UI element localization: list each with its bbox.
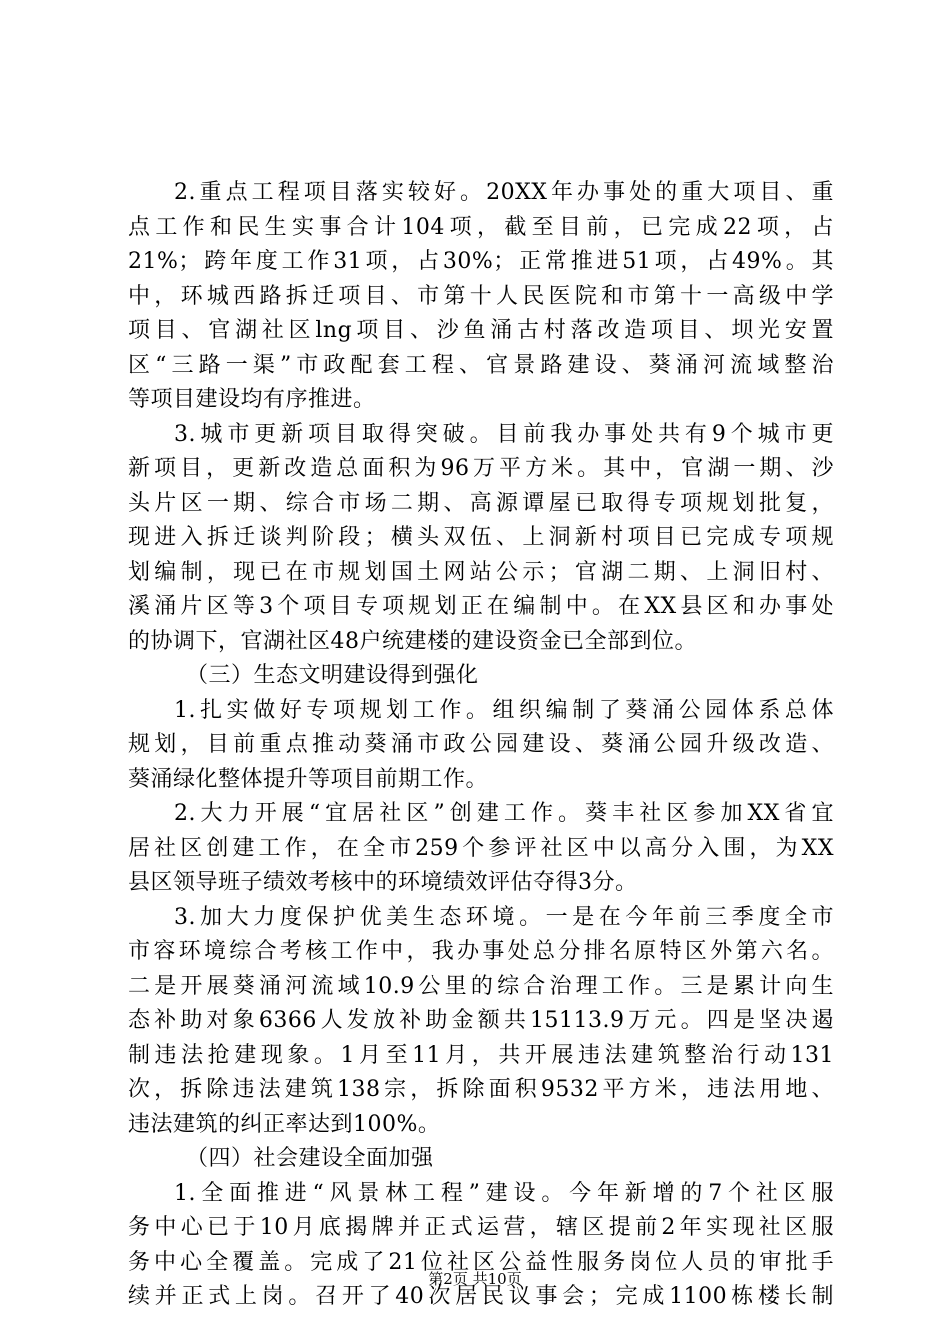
text-line: 项目、官湖社区lng项目、沙鱼涌古村落改造项目、坝光安置 bbox=[128, 318, 834, 343]
text-line: 1.全面推进“风景林工程”建设。今年新增的7个社区服 bbox=[174, 1180, 834, 1206]
text-line: 头片区一期、综合市场二期、高源谭屋已取得专项规划批复， bbox=[128, 490, 834, 516]
text-line: 现进入拆迁谈判阶段；横头双伍、上洞新村项目已完成专项规 bbox=[128, 525, 834, 550]
text-line: 务中心已于10月底揭牌并正式运营，辖区提前2年实现社区服 bbox=[128, 1215, 834, 1240]
text-line: 务中心全覆盖。完成了21位社区公益性服务岗位人员的审批手 bbox=[128, 1249, 834, 1275]
text-line: 县区领导班子绩效考核中的环境绩效评估夺得3分。 bbox=[128, 870, 638, 895]
section-heading: （三）生态文明建设得到强化 bbox=[186, 663, 479, 688]
text-line: 1.扎实做好专项规划工作。组织编制了葵涌公园体系总体 bbox=[174, 697, 834, 723]
text-line: 续并正式上岗。召开了40次居民议事会；完成1100栋楼长制 bbox=[128, 1284, 834, 1309]
text-line: 溪涌片区等3个项目专项规划正在编制中。在XX县区和办事处 bbox=[128, 594, 834, 619]
text-line: 21%；跨年度工作31项，占30%；正常推进51项，占49%。其 bbox=[128, 249, 834, 274]
text-line: 制违法抢建现象。1月至11月，共开展违法建筑整治行动131 bbox=[128, 1042, 834, 1068]
body-text bbox=[128, 176, 834, 1315]
text-line: 划编制，现已在市规划国土网站公示；官湖二期、上洞旧村、 bbox=[128, 559, 834, 585]
text-line: 2.大力开展“宜居社区”创建工作。葵丰社区参加XX省宜 bbox=[174, 801, 834, 826]
text-line: 3.城市更新项目取得突破。目前我办事处共有9个城市更 bbox=[174, 421, 834, 447]
text-line: 的协调下，官湖社区48户统建楼的建设资金已全部到位。 bbox=[128, 628, 697, 654]
text-line: 新项目，更新改造总面积为96万平方米。其中，官湖一期、沙 bbox=[128, 456, 834, 481]
page-footer: 第2页 共10页 bbox=[428, 1270, 522, 1288]
text-line: 葵涌绿化整体提升等项目前期工作。 bbox=[128, 766, 489, 792]
text-line: 点工作和民生实事合计104项，截至目前，已完成22项，占 bbox=[128, 214, 834, 240]
text-line: 2.重点工程项目落实较好。20XX年办事处的重大项目、重 bbox=[174, 180, 834, 205]
text-line: 违法建筑的纠正率达到100%。 bbox=[128, 1111, 441, 1137]
text-line: 次，拆除违法建筑138宗，拆除面积9532平方米，违法用地、 bbox=[128, 1077, 834, 1102]
text-line: 规划，目前重点推动葵涌市政公园建设、葵涌公园升级改造、 bbox=[128, 732, 834, 757]
text-line: 中，环城西路拆迁项目、市第十人民医院和市第十一高级中学 bbox=[128, 283, 834, 309]
text-line: 区“三路一渠”市政配套工程、官景路建设、葵涌河流域整治 bbox=[128, 352, 834, 378]
text-line: 等项目建设均有序推进。 bbox=[128, 387, 376, 412]
text-line: 二是开展葵涌河流域10.9公里的综合治理工作。三是累计向生 bbox=[128, 973, 834, 999]
text-line: 3.加大力度保护优美生态环境。一是在今年前三季度全市 bbox=[174, 904, 834, 930]
text-line: 态补助对象6366人发放补助金额共15113.9万元。四是坚决遏 bbox=[128, 1008, 834, 1033]
text-line: 居社区创建工作，在全市259个参评社区中以高分入围，为XX bbox=[128, 835, 834, 861]
text-line: 市容环境综合考核工作中，我办事处总分排名原特区外第六名。 bbox=[128, 939, 834, 964]
section-heading: （四）社会建设全面加强 bbox=[186, 1146, 434, 1171]
